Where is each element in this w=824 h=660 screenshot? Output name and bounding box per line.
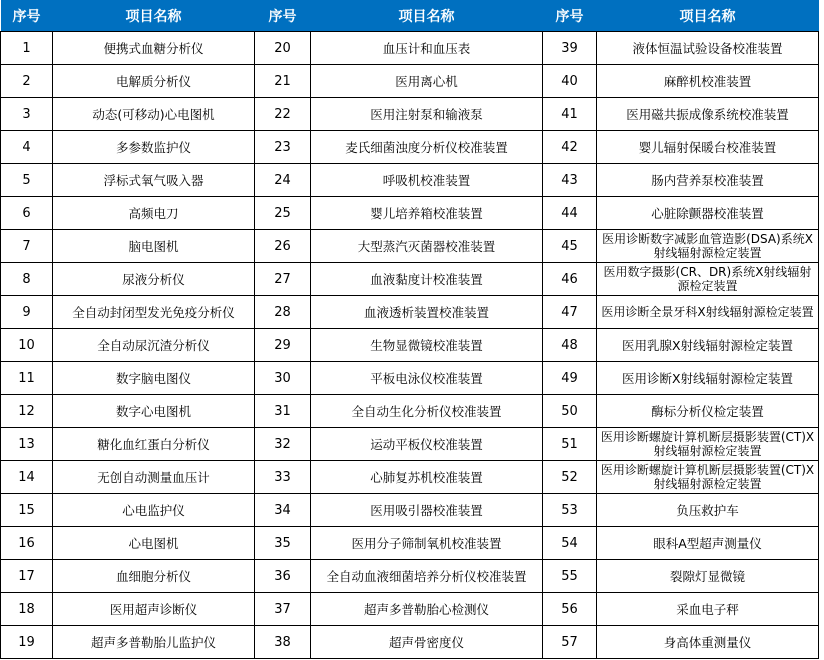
row-index-cell: 15 [1, 494, 53, 527]
header-row [1, 0, 819, 32]
table-row [1, 263, 819, 296]
item-name-cell: 数字脑电图仪 [53, 362, 255, 395]
row-index-cell: 19 [1, 626, 53, 659]
row-index-cell: 23 [255, 131, 311, 164]
header-name-3: 项目名称 [597, 0, 819, 32]
table-row [1, 197, 819, 230]
item-name-cell: 全自动血液细菌培养分析仪校准装置 [311, 560, 543, 593]
item-name-cell: 心电图机 [53, 527, 255, 560]
row-index-cell: 25 [255, 197, 311, 230]
row-index-cell: 21 [255, 65, 311, 98]
item-name-cell: 全自动尿沉渣分析仪 [53, 329, 255, 362]
row-index-cell: 43 [543, 164, 597, 197]
row-index-cell: 56 [543, 593, 597, 626]
row-index-cell: 10 [1, 329, 53, 362]
table-row [1, 98, 819, 131]
item-name-cell: 血细胞分析仪 [53, 560, 255, 593]
row-index-cell: 57 [543, 626, 597, 659]
row-index-cell: 41 [543, 98, 597, 131]
item-name-cell: 全自动封闭型发光免疫分析仪 [53, 296, 255, 329]
row-index-cell: 45 [543, 230, 597, 263]
row-index-cell: 24 [255, 164, 311, 197]
item-name-cell: 婴儿培养箱校准装置 [311, 197, 543, 230]
row-index-cell: 28 [255, 296, 311, 329]
table-row [1, 32, 819, 65]
row-index-cell: 16 [1, 527, 53, 560]
row-index-cell: 9 [1, 296, 53, 329]
table-row [1, 131, 819, 164]
row-index-cell: 33 [255, 461, 311, 494]
item-name-cell: 医用分子筛制氧机校准装置 [311, 527, 543, 560]
row-index-cell: 14 [1, 461, 53, 494]
row-index-cell: 20 [255, 32, 311, 65]
item-name-cell: 负压救护车 [597, 494, 819, 527]
table-body [1, 32, 819, 659]
item-name-cell: 呼吸机校准装置 [311, 164, 543, 197]
item-name-cell: 酶标分析仪检定装置 [597, 395, 819, 428]
row-index-cell: 1 [1, 32, 53, 65]
row-index-cell: 38 [255, 626, 311, 659]
row-index-cell: 8 [1, 263, 53, 296]
item-name-cell: 眼科A型超声测量仪 [597, 527, 819, 560]
table-row [1, 329, 819, 362]
row-index-cell: 44 [543, 197, 597, 230]
row-index-cell: 36 [255, 560, 311, 593]
row-index-cell: 40 [543, 65, 597, 98]
item-name-cell: 脑电图机 [53, 230, 255, 263]
table-row [1, 296, 819, 329]
table-row [1, 494, 819, 527]
header-name-2: 项目名称 [311, 0, 543, 32]
item-name-cell: 麦氏细菌浊度分析仪校准装置 [311, 131, 543, 164]
item-name-cell: 电解质分析仪 [53, 65, 255, 98]
item-name-cell: 尿液分析仪 [53, 263, 255, 296]
item-name-cell: 血液透析装置校准装置 [311, 296, 543, 329]
header-index-2: 序号 [255, 0, 311, 32]
item-name-cell: 医用离心机 [311, 65, 543, 98]
item-name-cell: 全自动生化分析仪校准装置 [311, 395, 543, 428]
row-index-cell: 2 [1, 65, 53, 98]
row-index-cell: 13 [1, 428, 53, 461]
item-name-cell: 肠内营养泵校准装置 [597, 164, 819, 197]
row-index-cell: 51 [543, 428, 597, 461]
item-name-cell: 生物显微镜校准装置 [311, 329, 543, 362]
row-index-cell: 55 [543, 560, 597, 593]
row-index-cell: 42 [543, 131, 597, 164]
table-row [1, 230, 819, 263]
item-name-cell: 医用诊断螺旋计算机断层摄影装置(CT)X射线辐射源检定装置 [597, 461, 819, 494]
row-index-cell: 39 [543, 32, 597, 65]
table-row [1, 461, 819, 494]
row-index-cell: 22 [255, 98, 311, 131]
item-name-cell: 医用超声诊断仪 [53, 593, 255, 626]
table-row [1, 428, 819, 461]
table-row [1, 65, 819, 98]
row-index-cell: 12 [1, 395, 53, 428]
item-name-cell: 医用诊断数字减影血管造影(DSA)系统X射线辐射源检定装置 [597, 230, 819, 263]
table-row [1, 164, 819, 197]
header-index-1: 序号 [1, 0, 53, 32]
row-index-cell: 53 [543, 494, 597, 527]
item-name-cell: 高频电刀 [53, 197, 255, 230]
item-name-cell: 运动平板仪校准装置 [311, 428, 543, 461]
item-name-cell: 心肺复苏机校准装置 [311, 461, 543, 494]
row-index-cell: 30 [255, 362, 311, 395]
item-name-cell: 液体恒温试验设备校准装置 [597, 32, 819, 65]
table-row [1, 527, 819, 560]
item-name-cell: 裂隙灯显微镜 [597, 560, 819, 593]
item-name-cell: 超声多普勒胎儿监护仪 [53, 626, 255, 659]
row-index-cell: 11 [1, 362, 53, 395]
table-row [1, 362, 819, 395]
item-name-cell: 超声骨密度仪 [311, 626, 543, 659]
row-index-cell: 7 [1, 230, 53, 263]
row-index-cell: 46 [543, 263, 597, 296]
item-name-cell: 麻醉机校准装置 [597, 65, 819, 98]
item-name-cell: 医用诊断全景牙科X射线辐射源检定装置 [597, 296, 819, 329]
table-row [1, 560, 819, 593]
row-index-cell: 34 [255, 494, 311, 527]
item-name-cell: 医用乳腺X射线辐射源检定装置 [597, 329, 819, 362]
item-name-cell: 多参数监护仪 [53, 131, 255, 164]
item-name-cell: 婴儿辐射保暖台校准装置 [597, 131, 819, 164]
row-index-cell: 26 [255, 230, 311, 263]
row-index-cell: 54 [543, 527, 597, 560]
item-name-cell: 医用注射泵和输液泵 [311, 98, 543, 131]
item-name-cell: 平板电泳仪校准装置 [311, 362, 543, 395]
row-index-cell: 6 [1, 197, 53, 230]
row-index-cell: 49 [543, 362, 597, 395]
item-name-cell: 医用磁共振成像系统校准装置 [597, 98, 819, 131]
table-row [1, 395, 819, 428]
row-index-cell: 31 [255, 395, 311, 428]
item-name-cell: 医用诊断螺旋计算机断层摄影装置(CT)X射线辐射源检定装置 [597, 428, 819, 461]
item-name-cell: 医用吸引器校准装置 [311, 494, 543, 527]
table-row [1, 626, 819, 659]
item-name-cell: 血液黏度计校准装置 [311, 263, 543, 296]
item-name-cell: 数字心电图机 [53, 395, 255, 428]
row-index-cell: 37 [255, 593, 311, 626]
row-index-cell: 5 [1, 164, 53, 197]
header-name-1: 项目名称 [53, 0, 255, 32]
header-index-3: 序号 [543, 0, 597, 32]
item-name-cell: 身高体重测量仪 [597, 626, 819, 659]
row-index-cell: 47 [543, 296, 597, 329]
row-index-cell: 50 [543, 395, 597, 428]
row-index-cell: 52 [543, 461, 597, 494]
row-index-cell: 35 [255, 527, 311, 560]
item-name-cell: 无创自动测量血压计 [53, 461, 255, 494]
row-index-cell: 29 [255, 329, 311, 362]
row-index-cell: 17 [1, 560, 53, 593]
item-name-cell: 心脏除颤器校准装置 [597, 197, 819, 230]
row-index-cell: 27 [255, 263, 311, 296]
row-index-cell: 32 [255, 428, 311, 461]
item-name-cell: 采血电子秤 [597, 593, 819, 626]
item-name-cell: 大型蒸汽灭菌器校准装置 [311, 230, 543, 263]
item-name-cell: 心电监护仪 [53, 494, 255, 527]
row-index-cell: 3 [1, 98, 53, 131]
item-name-cell: 医用数字摄影(CR、DR)系统X射线辐射源检定装置 [597, 263, 819, 296]
table-row [1, 593, 819, 626]
row-index-cell: 48 [543, 329, 597, 362]
item-name-cell: 超声多普勒胎心检测仪 [311, 593, 543, 626]
item-name-cell: 动态(可移动)心电图机 [53, 98, 255, 131]
item-name-cell: 浮标式氧气吸入器 [53, 164, 255, 197]
item-name-cell: 糖化血红蛋白分析仪 [53, 428, 255, 461]
row-index-cell: 18 [1, 593, 53, 626]
item-name-cell: 便携式血糖分析仪 [53, 32, 255, 65]
item-name-cell: 血压计和血压表 [311, 32, 543, 65]
row-index-cell: 4 [1, 131, 53, 164]
item-name-cell: 医用诊断X射线辐射源检定装置 [597, 362, 819, 395]
